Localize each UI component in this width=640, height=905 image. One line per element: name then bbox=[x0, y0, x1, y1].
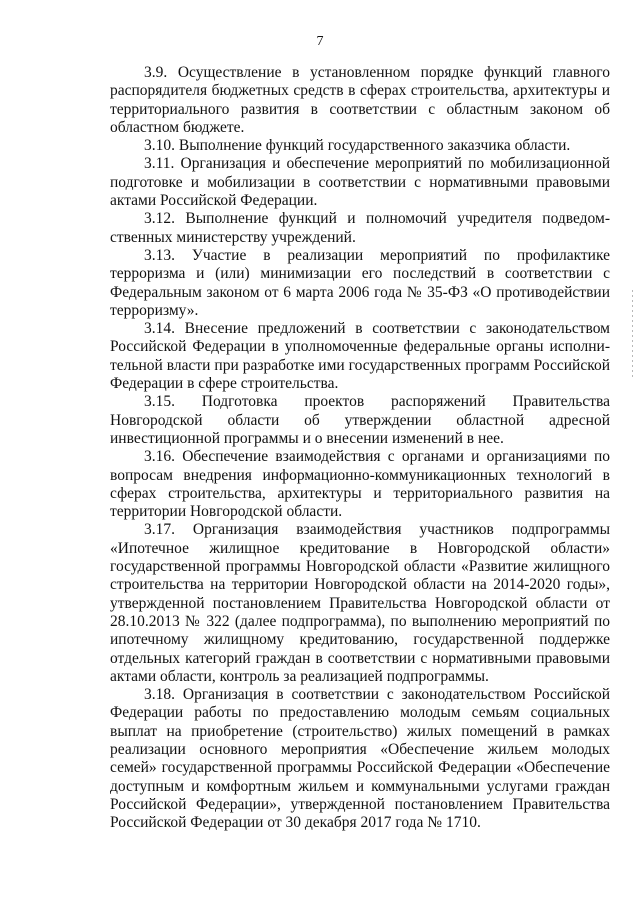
paragraph-3-11: 3.11. Организация и обеспечение мероприятий по мобилизационной подготовке и мобилизации в соответствии с нормативными правовыми актами Российской Федерации. bbox=[110, 155, 610, 210]
paragraph-3-16: 3.16. Обеспечение взаимодействия с органами и организациями по вопросам внедрения информационно-коммуникационных технологий в сферах строительства, архитектуры и территориального развития на территории Новгородской области. bbox=[110, 448, 610, 521]
paragraph-3-10: 3.10. Выполнение функций государственного заказчика области. bbox=[144, 137, 571, 155]
page-number: 7 bbox=[316, 34, 324, 49]
paragraph-3-17: 3.17. Организация взаимодействия участников подпрограммы «Ипотечное жилищное кредитование в Новгородской области» государственной программы Новгородской области «Развитие жилищного строительства на территории Новгородской области на 2014-2020 годы», утвержденной постановлением Правительства Новгородской области от 28.10.2013 № 322 (далее подпрограмма), по выполнению мероприятий по ипотечному жилищному кредитованию, государственной поддержке отдельных категорий граждан в соответствии с нормативными правовыми актами области, контроль за реализацией подпрограммы. bbox=[110, 521, 610, 685]
paragraph-3-12: 3.12. Выполнение функций и полномочий учредителя подведомственных министерству учреждений. bbox=[110, 210, 610, 246]
paragraph-3-13: 3.13. Участие в реализации мероприятий по профилактике терроризма и (или) минимизации его последствий в соответствии с Федеральным законом от 6 марта 2006 года № 35-ФЗ «О противодействии терроризму». bbox=[110, 246, 610, 319]
paragraph-3-14: 3.14. Внесение предложений в соответствии с законодательством Российской Федерации в уполномоченные федеральные органы исполнительной власти при разработке ими государственных программ Российской Федерации в сфере строительства. bbox=[110, 320, 610, 393]
paragraph-3-9: 3.9. Осуществление в установленном порядке функций главного распорядителя бюджетных средств в сферах строительства, архитектуры и территориального развития в соответствии с областным законом об областном бюджете. bbox=[110, 64, 610, 136]
document-body bbox=[110, 64, 610, 832]
scan-edge-mark bbox=[632, 290, 633, 380]
paragraph-3-15: 3.15. Подготовка проектов распоряжений Правительства Новгородской области об утверждении областной адресной инвестиционной программы и о внесении изменений в нее. bbox=[110, 393, 610, 447]
paragraph-3-18: 3.18. Организация в соответствии с законодательством Российской Федерации работы по предоставлению молодым семьям социальных выплат на приобретение (строительство) жилых помещений в рамках реализации основного мероприятия «Обеспечение жильем молодых семей» государственной программы Российской Федерации «Обеспечение доступным и комфортным жильем и коммунальными услугами граждан Российской Федерации», утвержденной постановлением Правительства Российской Федерации от 30 декабря 2017 года № 1710. bbox=[110, 686, 610, 832]
